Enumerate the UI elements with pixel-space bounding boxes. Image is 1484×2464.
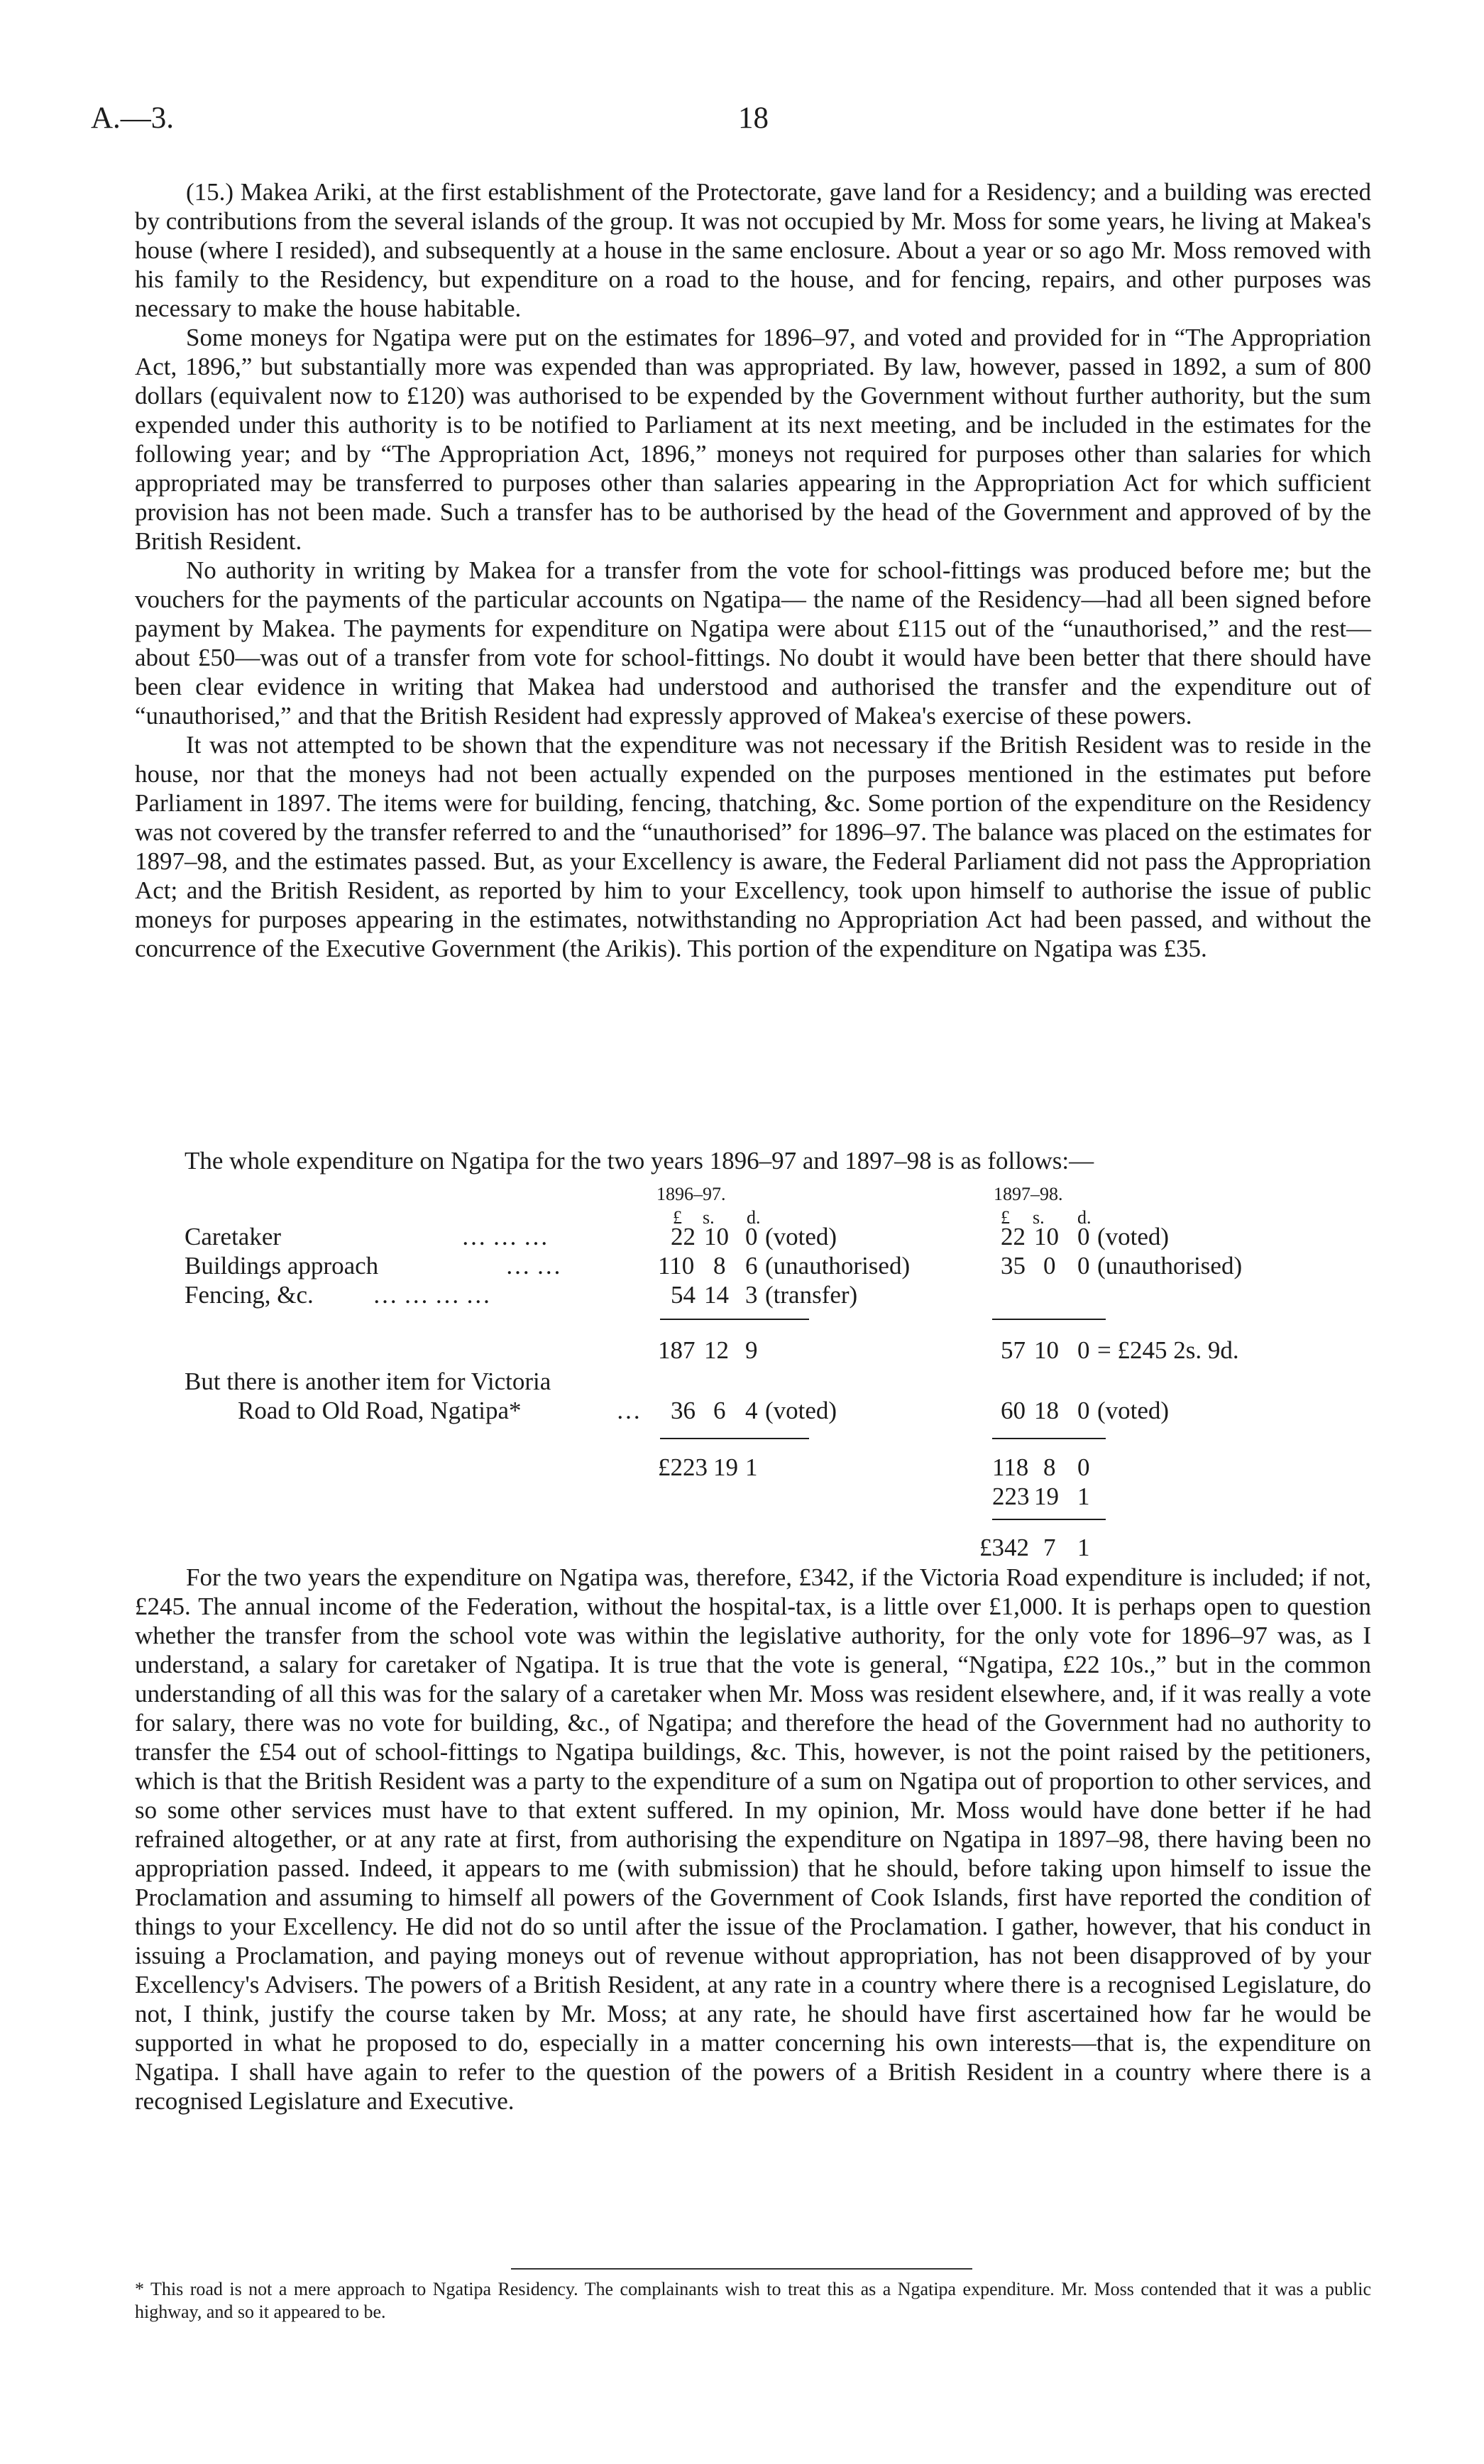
paragraph: Some moneys for Ngatipa were put on the estimates for 1896–97, and voted and provided for in “The Appropriation Act, 1896,” but substantially more was expended than was appropriated. By law, however, passed in 1892, a sum of 800 dollars (equivalent now to £120) was authorised to be expended by the Government without further authority, but the sum expended under this authority is to be notified to Parliament at its next meeting, and be included in the estimates for the following year; and by “The Appropriation Act, 1896,” moneys not required for purposes other than salaries for which appropriated may be transferred to purposes other than salaries appearing in the Appropriation Act for which sufficient provision has not been made. Such a transfer has to be authorised by the head of the Government and approved of by the British Resident. xyxy=(135,324,1371,555)
sum-rule xyxy=(992,1319,1106,1320)
amount-note: (voted) xyxy=(1097,1397,1170,1424)
grand-total-pence: 1 xyxy=(1077,1534,1090,1561)
amount-pounds: 22 xyxy=(671,1223,696,1250)
amount-pence: 0 xyxy=(1077,1252,1090,1280)
total-shillings: 19 xyxy=(713,1453,738,1481)
paragraph: It was not attempted to be shown that the expenditure was not necessary if the British Resident was to reside in the house, nor that the moneys had not been actually expended on the purposes mentioned in the estimates put before Parliament in 1897. The items were for building, fencing, thatching, &c. Some portion of the expenditure on the Residency was not covered by the transfer referred to and the “unauthorised” for 1896–97. The balance was placed on the estimates for 1897–98, and the estimates passed. But, as your Excellency is aware, the Federal Parliament did not pass the Appropriation Act; and the British Resident, as reported by him to your Excellency, took upon himself to authorise the issue of public moneys for purposes appearing in the estimates, notwithstanding no Appropriation Act had been passed, and without the concurrence of the Executive Government (the Arikis). This portion of the expenditure on Ngatipa was £35. xyxy=(135,731,1371,962)
year-heading-1896: 1896–97. xyxy=(656,1184,726,1204)
amount-note: (unauthorised) xyxy=(1097,1252,1243,1280)
extra-item-label: But there is another item for Victoria xyxy=(185,1368,551,1395)
footnote: * This road is not a mere approach to Ngatipa Residency. The complainants wish to treat this as a Ngatipa expenditure. Mr. Moss contended that it was a public highway, and so it appeared to be. xyxy=(135,2279,1371,2322)
sum-rule xyxy=(992,1519,1106,1520)
carried-pounds: 223 xyxy=(992,1483,1030,1510)
amount-shillings: 6 xyxy=(713,1397,726,1424)
subtotal-pounds: 187 xyxy=(658,1336,696,1364)
page-number: 18 xyxy=(738,101,769,135)
col-pounds: £ xyxy=(673,1207,682,1228)
paragraph: (15.) Makea Ariki, at the first establishment of the Protectorate, gave land for a Residency; and a building was erected by contributions from the several islands of the group. It was not occupied by Mr. Moss for some years, he living at Makea's house (where I resided), and subsequently at a house in the same enclosure. About a year or so ago Mr. Moss removed with his family to the Residency, but expenditure on a road to the house, and for fencing, repairs, and other purposes was necessary to make the house habitable. xyxy=(135,178,1371,322)
amount-pence: 4 xyxy=(745,1397,758,1424)
amount-shillings: 10 xyxy=(704,1223,729,1250)
grand-total-pounds: £342 xyxy=(979,1534,1029,1561)
subtotal-shillings: 10 xyxy=(1034,1336,1059,1364)
leader-dots: … … … … xyxy=(373,1281,491,1309)
report-reference: A.—3. xyxy=(91,101,175,135)
amount-pounds: 54 xyxy=(671,1281,696,1309)
year-heading-1897: 1897–98. xyxy=(994,1184,1063,1204)
combined-total: = £245 2s. 9d. xyxy=(1097,1336,1239,1364)
amount-pence: 0 xyxy=(1077,1223,1090,1250)
col-shillings: s. xyxy=(703,1207,715,1228)
total-pence: 0 xyxy=(1077,1453,1090,1481)
amount-shillings: 18 xyxy=(1034,1397,1059,1424)
amount-shillings: 0 xyxy=(1043,1252,1056,1280)
body-text-bottom xyxy=(135,1563,1371,2116)
amount-note: (voted) xyxy=(1097,1223,1170,1250)
amount-note: (voted) xyxy=(765,1223,837,1250)
amount-pounds: 110 xyxy=(658,1252,695,1280)
paragraph: No authority in writing by Makea for a transfer from the vote for school-fittings was produced before me; but the vouchers for the payments of the particular accounts on Ngatipa— the name of the Residency—had all been signed before payment by Makea. The payments for expenditure on Ngatipa were about £115 out of the “unauthorised,” and the rest—about £50—was out of a transfer from vote for school-fittings. No doubt it would have been better that there should have been clear evidence in writing that Makea had understood and authorised the transfer and the expenditure out of “unauthorised,” and that the British Resident had expressly approved of Makea's exercise of these powers. xyxy=(135,556,1371,730)
amount-pounds: 36 xyxy=(671,1397,696,1424)
amount-shillings: 10 xyxy=(1034,1223,1059,1250)
total-pounds: £223 xyxy=(658,1453,708,1481)
amount-shillings: 14 xyxy=(704,1281,729,1309)
leader-dots: … … xyxy=(505,1252,561,1280)
amount-pence: 0 xyxy=(745,1223,758,1250)
subtotal-shillings: 12 xyxy=(704,1336,729,1364)
col-pence: d. xyxy=(747,1207,761,1228)
body-text-top xyxy=(135,177,1371,963)
col-shillings: s. xyxy=(1033,1207,1045,1228)
row-label: Buildings approach xyxy=(185,1252,379,1280)
grand-total-shillings: 7 xyxy=(1043,1534,1056,1561)
carried-shillings: 19 xyxy=(1034,1483,1059,1510)
col-pounds: £ xyxy=(1001,1207,1010,1228)
amount-pence: 0 xyxy=(1077,1397,1090,1424)
carried-pence: 1 xyxy=(1077,1483,1090,1510)
leader-dots: … xyxy=(616,1397,641,1424)
amount-note: (unauthorised) xyxy=(765,1252,911,1280)
row-label: Caretaker xyxy=(185,1223,282,1250)
amount-shillings: 8 xyxy=(713,1252,726,1280)
table-intro: The whole expenditure on Ngatipa for the two years 1896–97 and 1897–98 is as follows:— xyxy=(185,1147,1094,1175)
footnote-rule xyxy=(511,2268,972,2270)
amount-note: (voted) xyxy=(765,1397,837,1424)
sum-rule xyxy=(992,1438,1106,1439)
total-pounds: 118 xyxy=(992,1453,1029,1481)
amount-pounds: 35 xyxy=(1001,1252,1026,1280)
amount-note: (transfer) xyxy=(765,1281,858,1309)
extra-item-label: Road to Old Road, Ngatipa* xyxy=(238,1397,522,1424)
paragraph: For the two years the expenditure on Ngatipa was, therefore, £342, if the Victoria Road expenditure is included; if not, £245. The annual income of the Federation, without the hospital-tax, is a little over £1,000. It is perhaps open to question whether the transfer from the school vote was within the legislative authority, for the only vote for 1896–97 was, as I understand, a salary for caretaker of Ngatipa. It is true that the vote is general, “Ngatipa, £22 10s.,” but in the common understanding of all this was for the salary of a caretaker when Mr. Moss was resident elsewhere, and, if it was really a vote for salary, there was no vote for building, &c., of Ngatipa; and therefore the head of the Government had no authority to transfer the £54 out of school-fittings to Ngatipa buildings, &c. This, however, is not the point raised by the petitioners, which is that the British Resident was a party to the expenditure of a sum on Ngatipa out of proportion to other services, and so some other services must have to that extent suffered. In my opinion, Mr. Moss would have done better if he had refrained altogether, or at any rate at first, from authorising the expenditure on Ngatipa in 1897–98, there having been no appropriation passed. Indeed, it appears to me (with submission) that he should, before taking upon himself to issue the Proclamation and assuming to himself all powers of the Government of Cook Islands, first have reported the condition of things to your Excellency. He did not do so until after the issue of the Proclamation. I gather, however, that his conduct in issuing a Proclamation, and paying moneys out of revenue without appropriation, has not been disapproved of by your Excellency's Advisers. The powers of a British Resident, at any rate in a country where there is a recognised Legislature, do not, I think, justify the course taken by Mr. Moss; at any rate, he should have first ascertained how far he would be supported in what he proposed to do, especially in a matter concerning his own interests—that is, the expenditure on Ngatipa. I shall have again to refer to the question of the powers of a British Resident in a country where there is a recognised Legislature and Executive. xyxy=(135,1563,1371,2115)
subtotal-pounds: 57 xyxy=(1001,1336,1026,1364)
subtotal-pence: 9 xyxy=(745,1336,758,1364)
sum-rule xyxy=(660,1438,809,1439)
col-pence: d. xyxy=(1077,1207,1092,1228)
subtotal-pence: 0 xyxy=(1077,1336,1090,1364)
amount-pence: 6 xyxy=(745,1252,758,1280)
amount-pounds: 60 xyxy=(1001,1397,1026,1424)
amount-pounds: 22 xyxy=(1001,1223,1026,1250)
total-shillings: 8 xyxy=(1043,1453,1056,1481)
amount-pence: 3 xyxy=(745,1281,758,1309)
sum-rule xyxy=(660,1319,809,1320)
row-label: Fencing, &c. xyxy=(185,1281,314,1309)
leader-dots: … … … xyxy=(461,1223,549,1250)
total-pence: 1 xyxy=(745,1453,758,1481)
